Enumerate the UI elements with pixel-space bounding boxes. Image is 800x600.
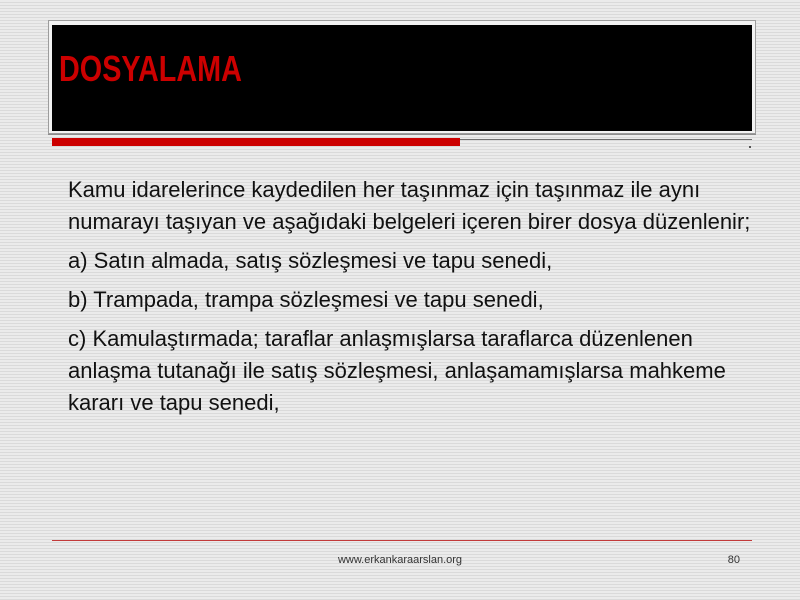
text-line: a) Satın almada, satış sözleşmesi ve tapu senedi, [68,248,553,273]
text-line: kararı ve tapu senedi, [68,390,280,415]
title-bar [52,25,752,131]
footer-divider [52,540,752,541]
paragraph-item-a [68,245,768,277]
text-line: numarayı taşıyan ve aşağıdaki belgeleri içeren birer dosya düzenlenir; [68,209,751,234]
title-accent-line [460,139,752,140]
text-line: Kamu idarelerince kaydedilen her taşınmaz için taşınmaz ile aynı [68,177,701,202]
page-number: 80 [727,554,740,566]
title-frame [48,20,756,134]
paragraph-item-b [68,284,768,316]
paragraph-item-c [68,323,768,419]
title-divider [48,134,756,135]
text-line: b) Trampada, trampa sözleşmesi ve tapu senedi, [68,287,544,312]
text-line: c) Kamulaştırmada; taraflar anlaşmışlarsa taraflarca düzenlenen [68,326,693,351]
decorative-dot [749,146,751,148]
paragraph-intro [68,174,768,238]
title-accent-bar [52,138,460,146]
footer-url: www.erkankaraarslan.org [337,554,463,566]
text-line: anlaşma tutanağı ile satış sözleşmesi, anlaşamamışlarsa mahkeme [68,358,726,383]
slide-title: DOSYALAMA [59,48,242,89]
body-text [68,174,768,419]
